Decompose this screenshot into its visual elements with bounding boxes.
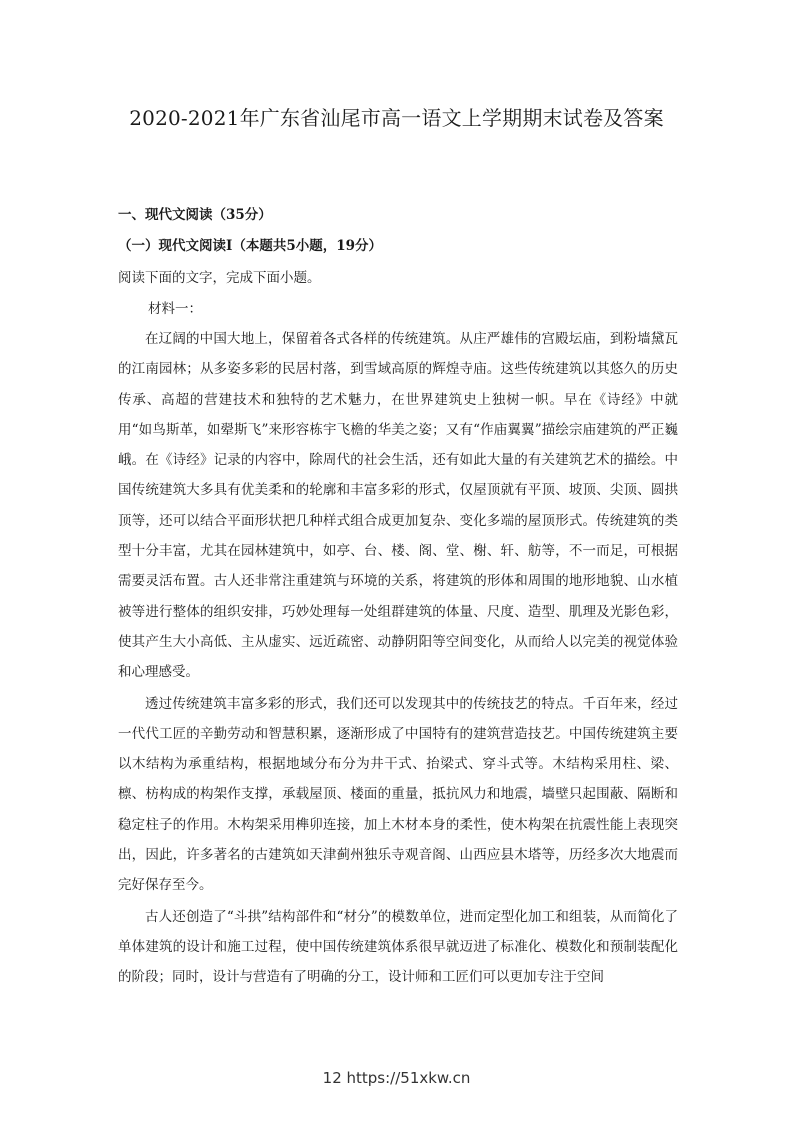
passage-paragraph: 透过传统建筑丰富多彩的形式，我们还可以发现其中的传统技艺的特点。千百年来，经过一代代工匠的辛勤劳动和智慧积累，逐渐形成了中国特有的建筑营造技艺。中国传统建筑主要以木结构为承重结构，根据地域分布分为井干式、抬梁式、穿斗式等。木结构采用柱、梁、檩、枋构成的构架作支撑，承载屋顶、楼面的重量，抵抗风力和地震，墙壁只起围蔽、隔断和稳定柱子的作用。木构架采用榫卯连接，加上木材本身的柔性，使木构架在抗震性能上表现突出，因此，许多著名的古建筑如天津蓟州独乐寺观音阁、山西应县木塔等，历经多次大地震而完好保存至今。 <box>118 695 678 894</box>
subsection-heading: （一）现代文阅读Ⅰ（本题共5小题，19分） <box>118 238 382 254</box>
material-label: 材料一： <box>148 301 202 317</box>
passage-body <box>118 324 678 993</box>
passage-paragraph: 在辽阔的中国大地上，保留着各式各样的传统建筑。从庄严雄伟的宫殿坛庙，到粉墙黛瓦的江南园林；从多姿多彩的民居村落，到雪域高原的辉煌寺庙。这些传统建筑以其悠久的历史传承、高超的营建技术和独特的艺术魅力，在世界建筑史上独树一帜。早在《诗经》中就用“如鸟斯革，如翚斯飞”来形容栋宇飞檐的华美之姿；又有“作庙翼翼”描绘宗庙建筑的严正巍峨。在《诗经》记录的内容中，除周代的社会生活，还有如此大量的有关建筑艺术的描绘。中国传统建筑大多具有优美柔和的轮廓和丰富多彩的形式，仅屋顶就有平顶、坡顶、尖顶、圆拱顶等，还可以结合平面形状把几种样式组合成更加复杂、变化多端的屋顶形式。传统建筑的类型十分丰富，尤其在园林建筑中，如亭、台、楼、阁、堂、榭、轩、舫等，不一而足，可根据需要灵活布置。古人还非常注重建筑与环境的关系，将建筑的形体和周围的地形地貌、山水植被等进行整体的组织安排，巧妙处理每一处组群建筑的体量、尺度、造型、肌理及光影色彩，使其产生大小高低、主从虚实、远近疏密、动静阴阳等空间变化，从而给人以完美的视觉体验和心理感受。 <box>118 331 678 681</box>
page-footer: 12 https://51xkw.cn <box>322 1069 471 1087</box>
section-heading: 一、现代文阅读（35分） <box>118 207 272 223</box>
document-title: 2020-2021年广东省汕尾市高一语文上学期期末试卷及答案 <box>129 106 664 130</box>
passage-paragraph: 古人还创造了“斗拱”结构部件和“材分”的模数单位，进而定型化加工和组装，从而简化了单体建筑的设计和施工过程，使中国传统建筑体系很早就迈进了标准化、模数化和预制装配化的阶段；同时，设计与营造有了明确的分工，设计师和工匠们可以更加专注于空间 <box>118 908 678 986</box>
reading-instruction: 阅读下面的文字，完成下面小题。 <box>118 270 321 286</box>
